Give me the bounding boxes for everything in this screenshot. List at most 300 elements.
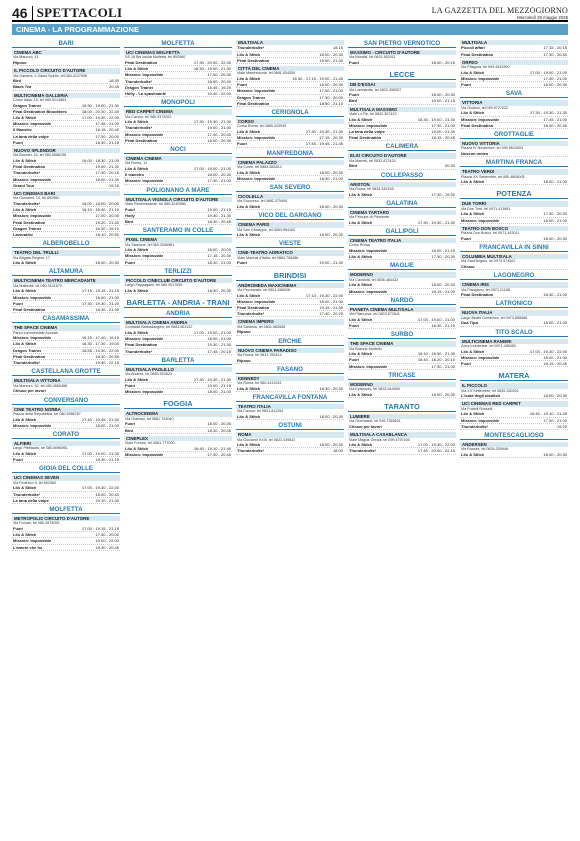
cinema-name: MULTISALA VITTORIA (12, 378, 120, 383)
film-title: Lilo & Stitch (237, 442, 261, 448)
showtimes: 18.00 - 21.00 (543, 217, 567, 223)
cinema-address: Largo Pappagallo, tel 080.3517635 (125, 283, 183, 288)
showtimes: 16.40 - 19.10 - 21.40 (529, 411, 567, 417)
cinema-address: Via Piangiano, tel 0973.21188 (461, 287, 510, 292)
showtime-row (460, 264, 568, 270)
film-title: Lilo & Stitch (461, 348, 485, 354)
showtimes: 17.30 - 19.30 - 21.30 (193, 376, 231, 382)
cinema-name: PICCOLO CINECLUB CIRCUITO D'AUTORE (124, 278, 232, 283)
cinema-address: Viale Marinai d'Italia, tel 0884.708486 (237, 255, 299, 260)
film-title: Final Destination (461, 292, 494, 298)
city-heading: TITO SCALO (460, 329, 568, 337)
film-title: Mission: Impossible (461, 417, 500, 423)
masthead (12, 0, 568, 22)
showtimes: 18.00 - 20.30 (543, 452, 567, 458)
film-title: Nessun meteo (461, 151, 489, 157)
showtimes: 17.00 - 19.00 - 21.00 (81, 450, 119, 456)
cinema-name: IL PICCOLO (460, 383, 568, 388)
cinema-address: Corso Italia, 15, tel 080.5214563 (13, 98, 67, 103)
showtimes: 17.00 - 19.30 - 22.00 (417, 442, 455, 448)
issue-date: Mercoledì 28 maggio 2025 (517, 15, 568, 20)
cinema-name: MODERNO (348, 382, 456, 387)
showtimes: 18.00 - 20.30 (207, 421, 231, 427)
film-title: Mission: Impossible (461, 354, 500, 360)
cinema-address: SS 16 Bis uscita Molfetta, tel 892960 (125, 55, 186, 60)
film-title: Final Destination (237, 57, 270, 63)
film-title: Riposo (237, 357, 251, 363)
showtimes: 18.00 - 20.00 (207, 247, 231, 253)
showtime-row (12, 140, 120, 146)
film-title: L'isola degli idealisti (461, 393, 500, 399)
showtimes: 18.00 - 20.30 (543, 82, 567, 88)
cinema-name: CINE-TEATRO ADRIATICO (236, 250, 344, 255)
showtime-row (236, 358, 344, 364)
cinema-name: CINEMA IMPERO (236, 319, 344, 324)
cinema-name: UCI CINEMAS BARI (12, 191, 120, 196)
showtimes: 17.30 - 20.30 (543, 211, 567, 217)
cinema-name: PIXEL CINEMA (124, 237, 232, 242)
showtime-row (12, 360, 120, 366)
cinema-name: PIANETA CINEMA MULTISALA (348, 307, 456, 312)
city-heading: POTENZA (460, 189, 568, 199)
city-heading: POLIGNANO A MARE (124, 187, 232, 195)
cinema-name: LUMIERE (348, 414, 456, 419)
film-title: Fuori (13, 457, 23, 463)
city-heading: MARTINA FRANCA (460, 159, 568, 167)
city-heading: LAGONEGRO (460, 272, 568, 280)
city-heading: OSTUNI (236, 422, 344, 430)
film-title: Mission: Impossible (125, 131, 164, 137)
showtimes: 18.00 - 20.30 (319, 232, 343, 238)
showtimes: 18.00 - 21.30 (543, 354, 567, 360)
film-title: Final Destination (125, 60, 158, 65)
film-title: Bird (349, 98, 357, 104)
city-heading: CONVERSANO (12, 397, 120, 405)
film-title: Il maestro (125, 172, 144, 178)
film-title: Riposo (237, 329, 251, 335)
showtime-row (12, 388, 120, 394)
showtimes: 17.30 - 19.30 - 21.20 (81, 300, 119, 306)
showtimes: 19.00 - 22.00 (95, 538, 119, 544)
cinema-address: Via Sant'Angelo, tel 0973.574567 (461, 259, 516, 264)
showtimes: 17.15 - 19.15 - 21.15 (81, 288, 119, 294)
film-title: Mission: Impossible (13, 213, 52, 219)
film-title: Bird (13, 78, 21, 84)
film-title: Fuori (461, 235, 471, 241)
showtime-row (12, 545, 120, 551)
film-title: Fuori (13, 525, 23, 531)
cinema-name: TEATRO DON BOSCO (460, 226, 568, 231)
showtimes: 17.00 - 20.30 (207, 72, 231, 78)
city-heading: LATRONICO (460, 300, 568, 308)
film-title: La tana della volpe (13, 133, 49, 139)
showtimes: 17.45 - 20.00 - 22.15 (417, 448, 455, 454)
film-title: Thunderbolts* (125, 125, 153, 131)
showtimes: 19.15 - 21.50 (319, 305, 343, 311)
showtimes: 17.00 - 19.30 - 22.00 (81, 115, 119, 121)
showtimes: 17.15 - 20.30 (207, 253, 231, 259)
film-title: Final Destination (237, 305, 270, 311)
cinema-address: Via Brindisi, tel 0831.652011 (349, 55, 396, 60)
film-title: Lilo & Stitch (125, 166, 149, 172)
film-title: Mission: Impossible (349, 248, 388, 254)
showtime-row (12, 232, 120, 238)
cinema-address: Via Buccari, 24, tel 080.5566236 (13, 153, 67, 158)
showtimes: 19.00 - 21.30 (207, 125, 231, 131)
showtimes: 18.30 - 21.15 (95, 139, 119, 145)
film-title: Lilo & Stitch (13, 288, 37, 294)
cinema-address: Via Conte, tel 0884.583814 (237, 165, 282, 170)
cinema-address: Via Due Torri, tel 0971.411661 (461, 206, 511, 211)
film-title: Fuori (13, 139, 23, 145)
cinema-address: Via Federico II, tel 892960 (13, 480, 56, 485)
cinema-name: CINEPLEX (124, 436, 232, 441)
cinema-name: ALFIERI (12, 441, 120, 446)
film-title: Fuori (125, 259, 135, 265)
film-title: Lilo & Stitch (461, 211, 485, 217)
film-title: Chiuso per lavori (13, 388, 46, 394)
cinema-address: Viale Rimembranze, tel 080.4249986 (125, 202, 186, 207)
showtimes: 16.30 - 19.00 - 21.30 (417, 116, 455, 122)
film-title: Dua Tipa (461, 320, 478, 326)
film-title: Bird (125, 427, 133, 433)
showtimes: 19.00 - 21.15 (207, 383, 231, 389)
showtimes: 17.15 - 20.15 (543, 45, 567, 51)
film-title: Fuori (125, 206, 135, 212)
film-title: Lilo & Stitch (237, 169, 261, 175)
city-heading: BRINDISI (236, 271, 344, 281)
city-heading: BARLETTA (124, 357, 232, 365)
showtimes: 17.30 - 20.00 - 22.30 (193, 60, 231, 65)
showtimes: 17.30 - 19.30 - 21.30 (305, 129, 343, 135)
showtime-row (348, 424, 456, 430)
film-title: Dragon Trainer (13, 225, 42, 231)
film-title: Mission: Impossible (13, 121, 52, 127)
film-title: Bird (125, 219, 133, 225)
film-title: Thunderbolts* (13, 201, 41, 207)
cinema-address: Via Marconi, 52, tel 080.4965488 (13, 383, 68, 388)
film-title: Fuori (349, 323, 359, 329)
cinema-address: Piazza IV Novembre, tel 099.5623003 (461, 146, 524, 151)
city-heading: GALLIPOLI (348, 228, 456, 236)
showtime-row (124, 428, 232, 434)
film-title: Fuori (237, 260, 247, 266)
cinema-name: CINE TEATRO NORBA (12, 407, 120, 412)
film-title: Lilo & Stitch (13, 341, 37, 347)
cinema-address: Via Roma, 11 (125, 161, 147, 166)
showtimes: 18.00 - 20.30 (319, 169, 343, 175)
cinema-name: MULTICINEMA TEATRO MERCADANTE (12, 278, 120, 283)
cinema-address: Viale Fortore, tel 0881.777000 (125, 441, 175, 446)
cinema-name: CINEMA PALAZZO (236, 160, 344, 165)
showtimes: 16.30 - 19.00 - 21.30 (193, 66, 231, 72)
showtimes: 18.00 - 21.00 (543, 179, 567, 185)
cinema-address: Via Cavour, tel 0831.811254 (237, 409, 284, 414)
showtimes: 18.30 - 20.55 (95, 353, 119, 359)
showtimes: 17.30 - 19.30 - 21.30 (417, 219, 455, 225)
showtimes: 19.30 - 21.30 (207, 342, 231, 348)
cinema-name: TEATRO VERDI (460, 169, 568, 174)
city-heading: GALATINA (348, 200, 456, 208)
showtimes: 16.10 - 18.40 - 21.10 (81, 207, 119, 213)
showtimes: 18.00 - 21.30 (319, 298, 343, 304)
showtime-row (460, 52, 568, 58)
cinema-address: Largo Beato Domenico, tel 0973.858088 (461, 315, 528, 320)
film-title: Fuori (125, 421, 135, 427)
cinema-name: CINEMA CINEMA (124, 156, 232, 161)
showtime-row (236, 141, 344, 147)
showtimes: 16.40 - 19.10 - 21.40 (193, 445, 231, 451)
showtimes: 18.00 - 20.30 (431, 282, 455, 288)
showtime-row (124, 260, 232, 266)
showtime-row (236, 329, 344, 335)
city-heading: ERCHIE (236, 338, 344, 346)
city-heading: FRANCAVILLA FONTANA (236, 394, 344, 402)
film-title: Fuori (461, 361, 471, 367)
showtime-row (236, 58, 344, 64)
city-heading: FOGGIA (124, 399, 232, 409)
showtime-row (236, 101, 344, 107)
film-title: Mission: Impossible (13, 335, 52, 341)
showtimes: 17.45 - 20.15 (207, 348, 231, 354)
showtime-row (348, 135, 456, 141)
city-heading: FASANO (236, 366, 344, 374)
film-title: Fuori (125, 383, 135, 389)
film-title: Thunderbolts* (13, 491, 41, 497)
film-title: Thunderbolts* (125, 348, 153, 354)
showtime-row (348, 392, 456, 398)
film-title: Lilo & Stitch (349, 442, 373, 448)
showtimes: 17.40 - 20.40 (207, 131, 231, 137)
city-heading: CORATO (12, 431, 120, 439)
film-title: Lilo & Stitch (237, 51, 261, 57)
film-title: Final Destination (13, 307, 46, 313)
showtimes: 16.15 - 17.40 - 19.15 (81, 335, 119, 341)
city-heading: SAN SEVERO (236, 184, 344, 192)
showtime-row (460, 424, 568, 430)
showtimes: 18.00 - 20.30 (319, 51, 343, 57)
showtime-row (236, 386, 344, 392)
showtime-row (124, 288, 232, 294)
showtime-row (12, 183, 120, 189)
film-title: Mission: Impossible (461, 217, 500, 223)
film-title: Thunderbolts* (237, 448, 265, 454)
cinema-name: METROPOLIS CIRCUITO D'AUTORE (12, 516, 120, 521)
film-title: Mission: Impossible (237, 298, 276, 304)
film-title: Lilo & Stitch (13, 158, 37, 164)
film-title: Lilo & Stitch (125, 330, 149, 336)
showtimes: 18.30 - 21.00 (207, 259, 231, 265)
showtimes: 17.00 - 21.00 (319, 88, 343, 94)
city-heading: FRANCAVILLA IN SINNI (460, 244, 568, 252)
city-heading: ALBEROBELLO (12, 240, 120, 248)
showtime-row (460, 292, 568, 298)
listing-column-1 (12, 38, 120, 551)
showtimes: 17.30 - 21.00 (431, 122, 455, 128)
cinema-name: ELIO CIRCUITO D'AUTORE (348, 153, 456, 158)
listing-column-3 (236, 38, 344, 551)
cinema-address: Via Fratelli Rosselli (461, 406, 493, 411)
cinema-name: CITTÀ DEL CINEMA (236, 66, 344, 71)
cinema-address: Viale Manfredonia, tel 0881.534050 (237, 71, 296, 76)
showtimes: 17.30 - 19.30 - 21.30 (193, 119, 231, 125)
showtimes: 17.00 - 19.15 - 21.15 (81, 525, 119, 531)
film-title: Piccoli affari (461, 45, 485, 51)
city-heading: SAN PIETRO VERNOTICO (348, 40, 456, 48)
showtime-row (460, 320, 568, 326)
showtimes: 17.00 - 19.00 - 21.00 (417, 316, 455, 322)
film-title: Mission: Impossible (125, 72, 164, 78)
film-title: Mission: Impossible (349, 363, 388, 369)
showtime-row (236, 204, 344, 210)
showtimes: 16.00 - 18.30 - 21.00 (81, 158, 119, 164)
film-title: Fuori (461, 82, 471, 88)
cinema-address: Via San Giuseppe, tel 0884.994182 (237, 227, 296, 232)
film-title: Lilo & Stitch (349, 391, 373, 397)
showtimes: 18.30 - 21.15 (431, 323, 455, 329)
showtime-row (460, 151, 568, 157)
showtime-row (348, 448, 456, 454)
cinema-name: CINEMA TARTARO (348, 210, 456, 215)
showtimes: 18.15 (332, 45, 343, 51)
film-title: Lilo & Stitch (13, 532, 37, 538)
showtimes: 17.15 - 20.30 (319, 135, 343, 141)
showtimes: 19.00 - 21.30 (95, 164, 119, 170)
listing-column-5 (460, 38, 568, 551)
cinema-name: THE SPACE CINEMA (348, 341, 456, 346)
cinema-name: NUOVO VITTORIA (460, 141, 568, 146)
film-title: Final Destination (237, 100, 270, 106)
city-heading: VIESTE (236, 240, 344, 248)
showtime-row (460, 393, 568, 399)
city-heading: MONTESCAGLIOSO (460, 432, 568, 440)
film-title: Mission: Impossible (349, 122, 388, 128)
showtimes: 18.00 - 20.30 (543, 393, 567, 399)
city-heading: SURBO (348, 331, 456, 339)
film-title: Lilo & Stitch (349, 191, 373, 197)
showtimes: 17.40 - 20.20 (319, 311, 343, 317)
film-title: Lilo & Stitch (349, 219, 373, 225)
showtime-row (236, 448, 344, 454)
showtimes: 19.00 - 21.30 (431, 129, 455, 135)
cinema-name: MULTISALA PAOLILLO (124, 367, 232, 372)
film-title: Mission: Impossible (125, 452, 164, 458)
city-heading: SANTERAMO IN COLLE (124, 227, 232, 235)
cinema-name: UCI CINEMAS SEVEN (12, 475, 120, 480)
cinema-address: Via XX Settembre, tel 0835.330201 (461, 388, 519, 393)
city-heading: MATERA (460, 371, 568, 381)
film-title: Lilo & Stitch (125, 445, 149, 451)
cinema-name: MULTISALA MASSIMO (348, 107, 456, 112)
cinema-name: CINEMA TEATRO ITALIA (348, 238, 456, 243)
film-title: Fuori (349, 357, 359, 363)
film-title: Lilo & Stitch (125, 376, 149, 382)
cinema-name: CINEMA IRIS (460, 282, 568, 287)
showtimes: 16.30 - 17.15 - 19.00 - 21.45 (292, 76, 343, 82)
showtime-row (124, 389, 232, 395)
cinema-name: COLUMBIA MULTISALA (460, 254, 568, 259)
cinema-name: MULTISALA (460, 40, 568, 45)
showtimes: 18.00 - 21.00 (207, 336, 231, 342)
cinema-name: VITTORIA (460, 100, 568, 105)
showtimes: 16.10 - 18.50 - 21.30 (417, 351, 455, 357)
film-title: Mission: Impossible (237, 88, 276, 94)
showtimes: 18.00 - 20.15 (431, 60, 455, 65)
film-title: Lilo & Stitch (461, 69, 485, 75)
city-heading: MONOPOLI (124, 99, 232, 107)
film-title: Lilo & Stitch (13, 450, 37, 456)
cinema-address: Via Matteotti, tel 080.3141570 (13, 283, 62, 288)
film-title: Thunderbolts* (13, 170, 41, 176)
film-title: Dragon Trainer (13, 347, 42, 353)
showtimes: 18.00 - 20.30 - 22.40 (81, 108, 119, 114)
film-title: Mission: Impossible (125, 178, 164, 184)
showtimes: 16.30 - 19.00 - 21.30 (81, 102, 119, 108)
showtimes: 20.45 (108, 84, 119, 90)
cinema-name: DB D'ESSAI (348, 82, 456, 87)
showtimes: 19.40 - 22.00 (207, 91, 231, 97)
film-title: Chiuso (461, 264, 475, 270)
city-heading: ANDRIA (124, 310, 232, 318)
showtimes: 17.30 - 20.00 (95, 133, 119, 139)
cinema-name: NUOVO SPLENDOR (12, 148, 120, 153)
city-heading: TRICASE (348, 372, 456, 380)
cinema-address: Via Rossini, tel 0835.209948 (461, 447, 508, 452)
showtimes: 18.00 - 20.30 (95, 260, 119, 266)
film-title: La tana della volpe (13, 497, 49, 503)
showtimes: 17.30 - 21.00 (431, 363, 455, 369)
showtime-row (348, 364, 456, 370)
showtime-row (124, 138, 232, 144)
showtime-row (12, 457, 120, 463)
cinema-address: Viale Magna Grecia, tel 099.4797400 (349, 437, 410, 442)
city-heading: BARLETTA - ANDRIA - TRANI (124, 298, 232, 308)
city-heading: VICO DEL GARGANO (236, 212, 344, 220)
film-title: Lilo & Stitch (461, 411, 485, 417)
film-title: Fuori (237, 82, 247, 88)
cinema-address: Largo Plebiscito, tel 080.8986951 (13, 446, 68, 451)
showtimes: 18.30 - 21.15 (95, 457, 119, 463)
film-title: Black Tea (13, 84, 32, 90)
section-banner: CINEMA - LA PROGRAMMAZIONE (12, 24, 568, 35)
showtimes: 17.00 - 19.30 - 22.00 (81, 485, 119, 491)
film-title: Riposo (13, 60, 27, 65)
showtimes: 17.30 - 20.30 (431, 254, 455, 260)
film-title: Lilo & Stitch (461, 179, 485, 185)
cinema-address: Contrada Barbadangelo, tel 0883.561132 (125, 325, 193, 330)
cinema-name: ANDROMEDA MAXICINEMA (236, 283, 344, 288)
showtime-row (460, 179, 568, 185)
showtimes: 18.15 - 21.00 (431, 288, 455, 294)
cinema-name: KENNEDY (236, 376, 344, 381)
showtimes: 18.00 - 21.30 (95, 176, 119, 182)
cinema-name: CICOLELLA (236, 194, 344, 199)
section-title: SPETTACOLI (36, 5, 123, 20)
city-heading: CERIGNOLA (236, 109, 344, 117)
film-title: Lilo & Stitch (237, 232, 261, 238)
film-title: Thunderbolts* (13, 360, 41, 366)
cinema-name: UCI CINEMAS RED CARPET (460, 401, 568, 406)
city-heading: COLLEPASSO (348, 172, 456, 180)
showtimes: 18.30 - 21.30 (95, 307, 119, 313)
film-title: Lilo & Stitch (349, 282, 373, 288)
showtimes: 19.00 - 21.30 (319, 260, 343, 266)
film-title: Holly - La spasimante (125, 91, 167, 97)
showtimes: 18.00 - 20.30 (207, 172, 231, 178)
showtimes: 17.00 - 19.00 - 21.00 (529, 69, 567, 75)
showtime-row (460, 123, 568, 129)
film-title: Lilo & Stitch (13, 485, 37, 491)
